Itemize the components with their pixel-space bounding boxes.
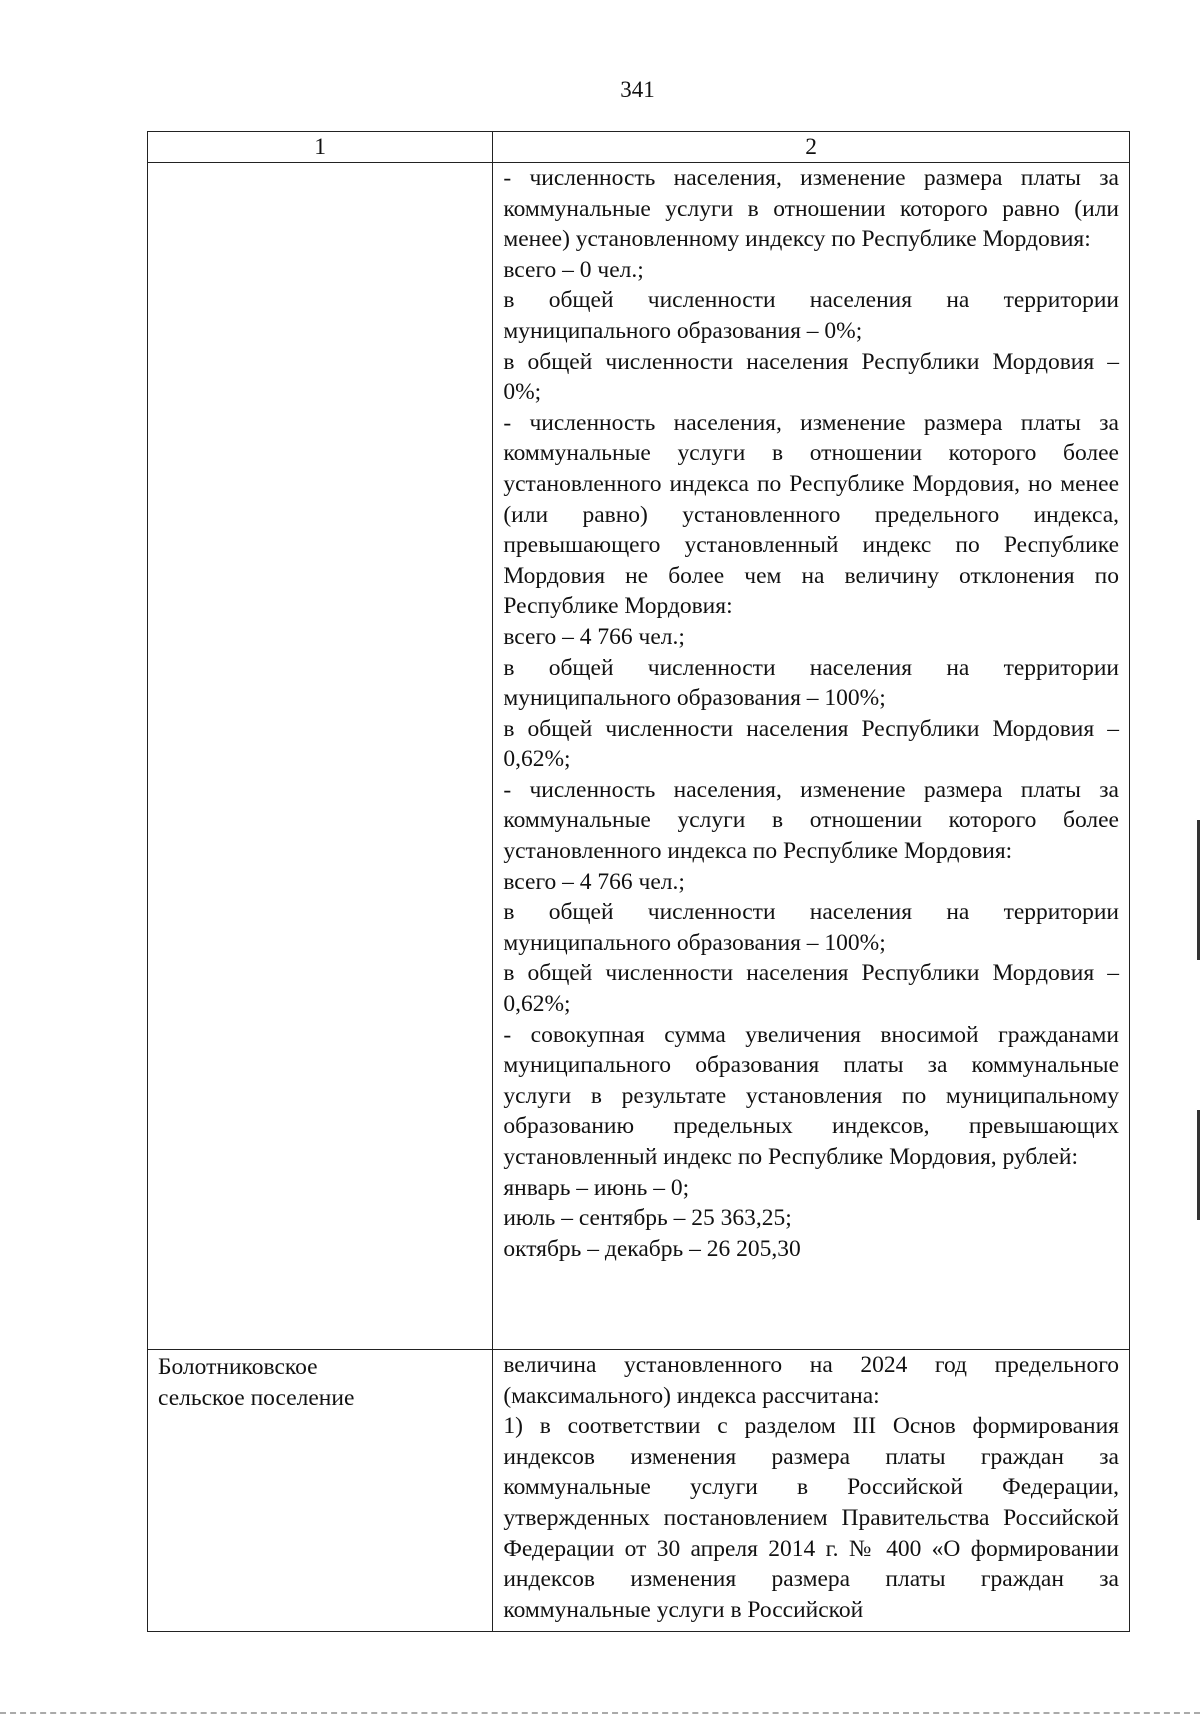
list-item: октябрь – декабрь – 26 205,30 [503, 1235, 801, 1262]
list-item: всего – 4 766 чел.; [503, 623, 685, 650]
page-number: 341 [620, 77, 655, 102]
list-item: - численность населения, изменение размера платы за коммунальные услуги в отношении которого более установленного индекса по Республике Мордовия, но менее (или равно) установленного предельного индекса, превышающего установленный индекс по Республике Мордовия не более чем на величину отклонения по Республике Мордовия: [503, 409, 1119, 620]
list-item: июль – сентябрь – 25 363,25; [503, 1205, 792, 1232]
list-item: в общей численности населения Республики Мордовия – 0%; [503, 348, 1119, 406]
municipality-name-line: Болотниковское [158, 1354, 318, 1380]
list-item: - численность населения, изменение размера платы за коммунальные услуги в отношении которого более установленного индекса по Республике Мордовия: [503, 776, 1119, 865]
table-row [148, 163, 1130, 1350]
table-cell-description [493, 163, 1130, 1350]
table-cell-description [493, 1350, 1130, 1632]
column-header-2: 2 [493, 132, 1130, 163]
list-item: в общей численности населения на территории муниципального образования – 100%; [503, 654, 1119, 712]
list-item: в общей численности населения на территории муниципального образования – 0%; [503, 287, 1119, 344]
table-cell-municipality [148, 1350, 493, 1632]
table-cell-municipality [148, 163, 493, 1350]
scan-bottom-edge [0, 1712, 1200, 1716]
list-item: в общей численности населения на территории муниципального образования – 100%; [503, 899, 1119, 956]
list-item: в общей численности населения Республики Мордовия – 0,62%; [503, 715, 1119, 773]
table-row [148, 1350, 1130, 1632]
list-item: 1) в соответствии с разделом III Основ формирования индексов изменения размера платы граждан за коммунальные услуги в Российской Федерации, утвержденных постановлением Правительства Российской Федерации от 30 апреля 2014 г. № 400 «О формировании индексов изменения размера платы граждан за коммунальные услуги в Российской [503, 1413, 1119, 1623]
column-header-1: 1 [148, 132, 493, 163]
list-item: величина установленного на 2024 год предельного (максимального) индекса рассчитана: [503, 1352, 1119, 1409]
list-item: январь – июнь – 0; [503, 1174, 690, 1201]
list-item: всего – 4 766 чел.; [503, 868, 685, 895]
list-item: всего – 0 чел.; [503, 256, 644, 283]
table-header-row [148, 132, 1130, 163]
list-item: в общей численности населения Республики Мордовия – 0,62%; [503, 960, 1119, 1018]
document-table [147, 131, 1130, 1632]
municipality-name-line: сельское поселение [158, 1384, 355, 1411]
list-item: - совокупная сумма увеличения вносимой гражданами муниципального образования платы за коммунальные услуги в результате установления по муниципальному образованию предельных индексов, превышающих установленный индекс по Республике Мордовия, рублей: [503, 1021, 1119, 1170]
list-item: - численность населения, изменение размера платы за коммунальные услуги в отношении которого равно (или менее) установленному индексу по Республике Мордовия: [503, 165, 1119, 253]
